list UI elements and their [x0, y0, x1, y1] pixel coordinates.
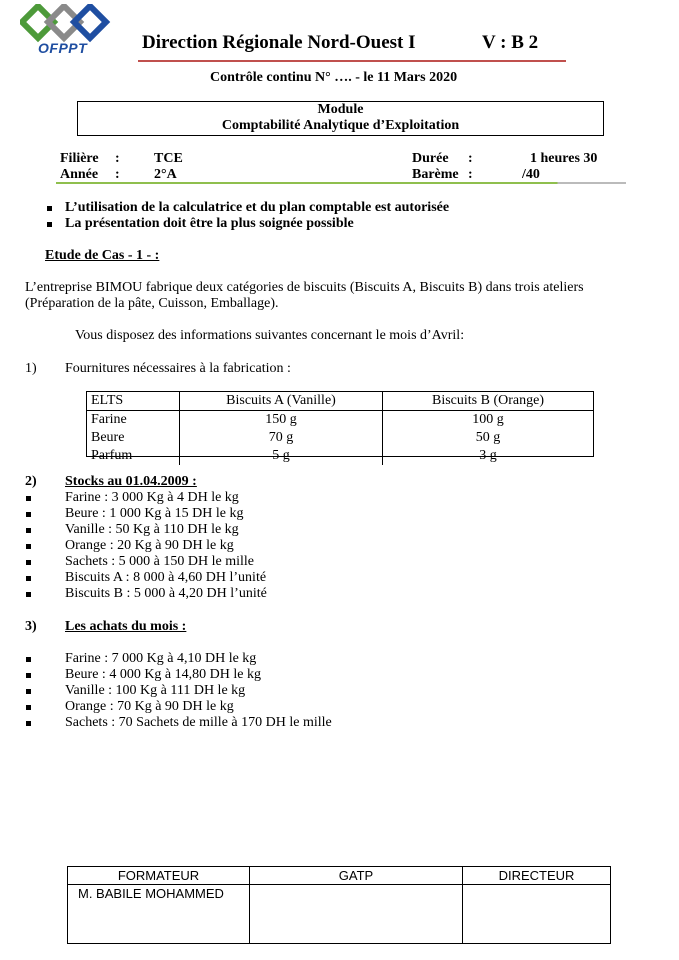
filiere-value: TCE — [154, 151, 183, 166]
case-intro-line2: (Préparation de la pâte, Cuisson, Emballage). — [25, 296, 279, 311]
section2-title: Stocks au 01.04.2009 : — [65, 474, 197, 489]
list-item: Biscuits A : 8 000 à 4,60 DH l’unité — [65, 570, 267, 585]
logo-text: OFPPT — [38, 40, 88, 56]
table-cell: 150 g — [180, 411, 383, 430]
module-box — [77, 101, 604, 136]
bullet-icon — [26, 657, 31, 662]
section1-title: Fournitures nécessaires à la fabrication : — [65, 361, 291, 376]
signature-header-formateur: FORMATEUR — [68, 867, 250, 885]
section1-number: 1) — [25, 361, 37, 376]
annee-label: Année — [60, 167, 99, 182]
table-cell: Beure — [87, 429, 180, 447]
bareme-label: Barème — [412, 167, 459, 182]
table-row — [87, 447, 593, 465]
ingredients-table — [86, 391, 594, 463]
bareme-value: /40 — [522, 167, 540, 182]
list-item: Farine : 7 000 Kg à 4,10 DH le kg — [65, 651, 257, 666]
gatp-signature-cell — [250, 885, 463, 944]
case-title: Etude de Cas - 1 - : — [45, 248, 160, 263]
list-item: Biscuits B : 5 000 à 4,20 DH l’unité — [65, 586, 267, 601]
table-header-cell: ELTS — [87, 392, 180, 411]
list-item: Sachets : 5 000 à 150 DH le mille — [65, 554, 254, 569]
ingredients-grid — [87, 392, 593, 465]
bareme-colon: : — [468, 167, 473, 182]
list-item: Orange : 70 Kg à 90 DH le kg — [65, 699, 234, 714]
info-rule — [56, 182, 626, 184]
logo-diamonds-icon — [20, 4, 116, 44]
table-header-cell: Biscuits B (Orange) — [383, 392, 594, 411]
annee-colon: : — [115, 167, 120, 182]
header-version: V : B 2 — [482, 32, 539, 53]
rule-item: La présentation doit être la plus soignée possible — [65, 216, 354, 231]
bullet-icon — [26, 576, 31, 581]
header-title: Direction Régionale Nord-Ouest I — [142, 32, 416, 53]
table-cell: Parfum — [87, 447, 180, 465]
bullet-icon — [26, 496, 31, 501]
section2-number: 2) — [25, 474, 37, 489]
bullet-icon — [47, 222, 52, 227]
bullet-icon — [26, 673, 31, 678]
duree-label: Durée — [412, 151, 449, 166]
header-rule — [138, 60, 566, 62]
table-cell: 100 g — [472, 412, 504, 427]
duree-colon: : — [468, 151, 473, 166]
table-cell: Farine — [87, 411, 180, 430]
annee-value: 2°A — [154, 167, 177, 182]
table-cell: 3 g — [479, 448, 497, 463]
table-header-cell: Biscuits A (Vanille) — [180, 392, 383, 411]
section3-number: 3) — [25, 619, 37, 634]
bullet-icon — [26, 544, 31, 549]
module-name: Comptabilité Analytique d’Exploitation — [221, 118, 460, 133]
signature-header-directeur: DIRECTEUR — [463, 867, 611, 885]
table-cell: 70 g — [180, 429, 383, 447]
signature-header-row — [68, 867, 611, 885]
signature-header-gatp: GATP — [250, 867, 463, 885]
table-row — [87, 411, 593, 430]
bullet-icon — [47, 206, 52, 211]
bullet-icon — [26, 512, 31, 517]
bullet-icon — [26, 592, 31, 597]
rule-item: L’utilisation de la calculatrice et du plan comptable est autorisée — [65, 200, 450, 215]
list-item: Farine : 3 000 Kg à 4 DH le kg — [65, 490, 239, 505]
bullet-icon — [26, 689, 31, 694]
signature-table — [67, 866, 611, 944]
list-item: Beure : 4 000 Kg à 14,80 DH le kg — [65, 667, 261, 682]
duree-value: 1 heures 30 — [530, 151, 598, 166]
filiere-colon: : — [115, 151, 120, 166]
bullet-icon — [26, 560, 31, 565]
directeur-signature-cell — [463, 885, 611, 944]
list-item: Vanille : 100 Kg à 111 DH le kg — [65, 683, 246, 698]
exam-line: Contrôle continu N° …. - le 11 Mars 2020 — [210, 70, 458, 85]
list-item: Sachets : 70 Sachets de mille à 170 DH le mille — [65, 715, 332, 730]
table-cell: 50 g — [475, 430, 501, 445]
table-header-row — [87, 392, 593, 411]
table-row — [87, 429, 593, 447]
ofppt-logo — [20, 4, 116, 60]
list-item: Vanille : 50 Kg à 110 DH le kg — [65, 522, 239, 537]
table-cell: 5 g — [180, 447, 383, 465]
case-intro-line1: L’entreprise BIMOU fabrique deux catégories de biscuits (Biscuits A, Biscuits B) dans trois ateliers — [25, 280, 584, 295]
section3-title: Les achats du mois : — [65, 619, 187, 634]
module-label: Module — [317, 102, 364, 117]
bullet-icon — [26, 528, 31, 533]
list-item: Orange : 20 Kg à 90 DH le kg — [65, 538, 234, 553]
formateur-name: M. BABILE MOHAMMED — [68, 885, 250, 944]
bullet-icon — [26, 721, 31, 726]
signature-row — [68, 885, 611, 944]
list-item: Beure : 1 000 Kg à 15 DH le kg — [65, 506, 244, 521]
case-info-line: Vous disposez des informations suivantes concernant le mois d’Avril: — [75, 328, 465, 343]
bullet-icon — [26, 705, 31, 710]
filiere-label: Filière — [60, 151, 99, 166]
